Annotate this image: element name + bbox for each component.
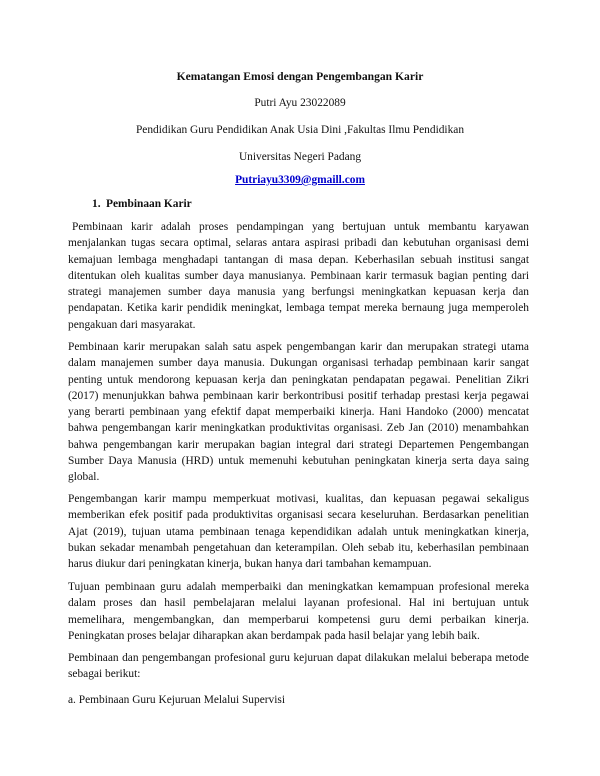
author-line: Putri Ayu 23022089 [254,97,346,109]
paragraph-3: Pengembangan karir mampu memperkuat motivasi, kualitas, dan kepuasan pegawai sekaligus memberikan efek positif pada produktivitas organisasi secara keseluruhan. Berdasarkan penelitian Ajat (2019), tujuan utama pembinaan tenaga kependidikan adalah untuk meningkatkan kinerja, bukan sekadar menambah pengetahuan dan keterampilan. Oleh sebab itu, keberhasilan pembinaan harus diukur dari peningkatan kinerja, bukan hanya dari tambahan kemampuan. [68,493,529,571]
university-line: Universitas Negeri Padang [238,151,362,163]
email-link[interactable]: Putriayu3309@gmaill.com [235,174,365,186]
document-title: Kematangan Emosi dengan Pengembangan Karir [176,70,424,83]
section-number: 1. [92,198,101,210]
department-line: Pendidikan Guru Pendidikan Anak Usia Dini ,Fakultas Ilmu Pendidikan [135,124,465,136]
paragraph-2: Pembinaan karir merupakan salah satu aspek pengembangan karir dan merupakan strategi utama dalam manajemen sumber daya manusia. Dukungan organisasi terhadap pembinaan karir sangat penting untuk mendorong kepuasan kerja dan peningkatan pendapatan pegawai. Penelitian Zikri (2017) menunjukkan bahwa pembinaan karir berkontribusi positif terhadap prestasi kerja pegawai yang berarti pembinaan yang efektif dapat memperbaiki kinerja. Hani Handoko (2000) mencatat bahwa pengembangan karir meningkatkan produktivitas organisasi. Zeb Jan (2010) menambahkan bahwa pengembangan karir merupakan bagian integral dari strategi Departemen Pengembangan Sumber Daya Manusia (HRD) untuk memenuhi kebutuhan peningkatan kinerja serta daya saing global. [68,341,529,484]
paragraph-4: Tujuan pembinaan guru adalah memperbaiki dan meningkatkan kemampuan profesional mereka dalam proses dan hasil pembelajaran melalui layanan profesional. Hal ini bertujuan untuk memelihara, mengembangkan, dan memperbarui kompetensi guru demi perbaikan kinerja. Peningkatan proses belajar diharapkan akan berdampak pada hasil belajar yang lebih baik. [68,581,529,642]
subheading: a. Pembinaan Guru Kejuruan Melalui Supervisi [68,694,286,706]
section-heading [92,198,192,210]
paragraph-1: Pembinaan karir adalah proses pendampingan yang bertujuan untuk membantu karyawan menjalankan tugas secara optimal, selaras antara aspirasi pribadi dan kebutuhan organisasi demi kemajuan lembaga menghadapi tantangan di masa depan. Keberhasilan sebuah institusi sangat ditentukan oleh kualitas sumber daya manusianya. Pembinaan karir termasuk bagian penting dari strategi manajemen sumber daya manusia yang berfungsi meningkatkan kepuasan kerja dan pendapatan. Ketika karir pendidik meningkat, lembaga tempat mereka bernaung juga memperoleh pengakuan dari masyarakat. [68,221,529,331]
paragraph-5: Pembinaan dan pengembangan profesional guru kejuruan dapat dilakukan melalui beberapa metode sebagai berikut: [68,652,529,681]
section-title: Pembinaan Karir [106,198,192,210]
